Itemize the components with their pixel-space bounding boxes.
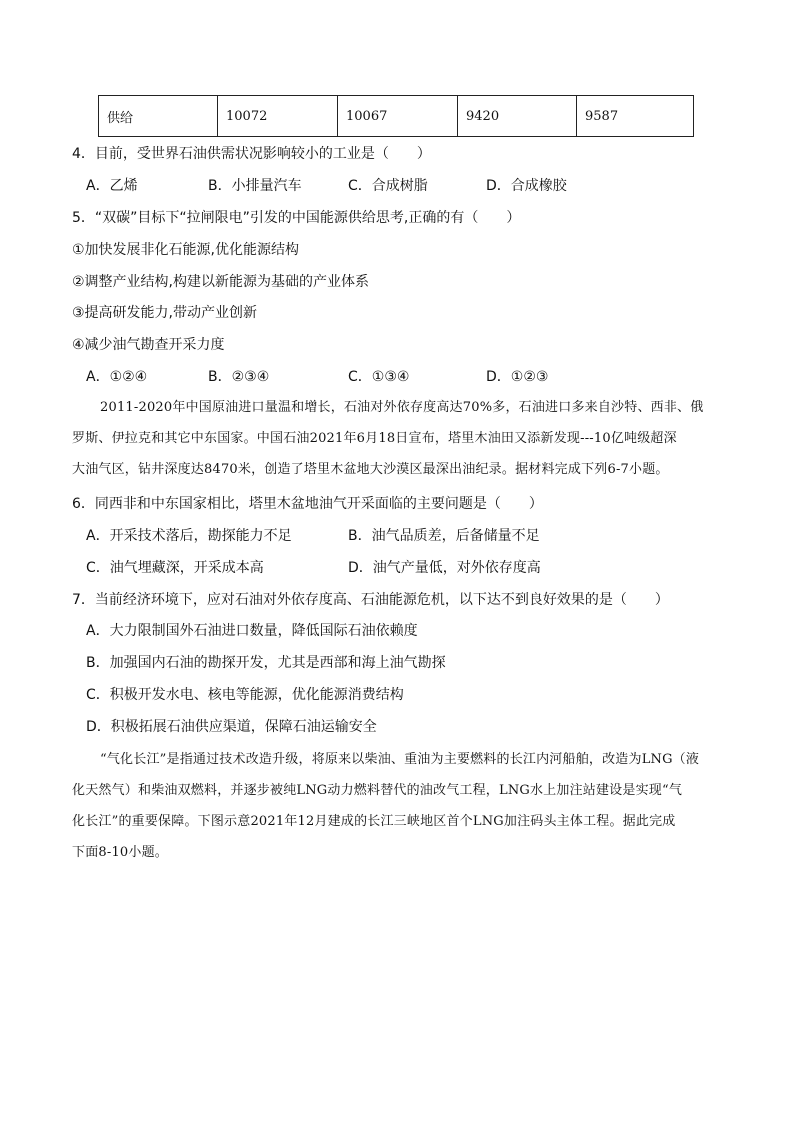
table-cell: 9420: [458, 96, 577, 137]
table-cell: 10072: [218, 96, 338, 137]
question-5-statement-3: ③提高研发能力,带动产业创新: [72, 305, 258, 321]
question-4-option-c: C．合成树脂: [348, 178, 428, 194]
question-5-statement-4: ④减少油气勘查开采力度: [72, 337, 225, 353]
question-5-option-d: D．①②③: [486, 369, 549, 385]
question-5-statement-2: ②调整产业结构,构建以新能源为基础的产业体系: [72, 274, 369, 290]
passage-2-line-2: 化天然气）和柴油双燃料，并逐步被纯LNG动力燃料替代的油改气工程，LNG水上加注站建设是实现“气: [72, 783, 683, 798]
question-5-option-c: C．①③④: [348, 369, 410, 385]
table-cell: 10067: [338, 96, 458, 137]
question-7-option-d: D．积极拓展石油供应渠道，保障石油运输安全: [86, 719, 377, 735]
question-4-stem: 4．目前，受世界石油供需状况影响较小的工业是（ ）: [72, 146, 431, 162]
question-7-stem: 7．当前经济环境下，应对石油对外依存度高、石油能源危机，以下达不到良好效果的是（ ）: [72, 592, 669, 608]
passage-1-line-1: 2011-2020年中国原油进口量温和增长，石油对外依存度高达70%多，石油进口多来自沙特、西非、俄: [100, 400, 704, 415]
question-6-option-c: C．油气埋藏深，开采成本高: [86, 560, 264, 576]
question-7-option-b: B．加强国内石油的勘探开发，尤其是西部和海上油气勘探: [86, 655, 446, 671]
question-6-option-a: A．开采技术落后，勘探能力不足: [86, 528, 292, 544]
passage-2-line-3: 化长江”的重要保障。下图示意2021年12月建成的长江三峡地区首个LNG加注码头主体工程。据此完成: [72, 814, 676, 829]
question-4-option-b: B．小排量汽车: [208, 178, 302, 194]
question-6-option-b: B．油气品质差，后备储量不足: [348, 528, 540, 544]
question-5-option-b: B．②③④: [208, 369, 270, 385]
table-cell: 9587: [577, 96, 694, 137]
passage-2-line-4: 下面8-10小题。: [72, 845, 169, 860]
question-4-option-d: D．合成橡胶: [486, 178, 567, 194]
question-5-statement-1: ①加快发展非化石能源,优化能源结构: [72, 242, 300, 258]
passage-1-line-3: 大油气区，钻井深度达8470米，创造了塔里木盆地大沙漠区最深出油纪录。据材料完成下列6-7小题。: [72, 462, 669, 477]
passage-1-line-2: 罗斯、伊拉克和其它中东国家。中国石油2021年6月18日宣布，塔里木油田又添新发现---10亿吨级超深: [72, 431, 677, 446]
table-row: [99, 96, 694, 137]
question-4-option-a: A．乙烯: [86, 178, 138, 194]
question-5-option-a: A．①②④: [86, 369, 148, 385]
passage-2-line-1: “气化长江”是指通过技术改造升级，将原来以柴油、重油为主要燃料的长江内河船舶，改造为LNG（液: [100, 752, 700, 767]
supply-table: [98, 95, 694, 137]
question-7-option-a: A．大力限制国外石油进口数量，降低国际石油依赖度: [86, 623, 418, 639]
question-5-stem: 5．“双碳”目标下“拉闸限电”引发的中国能源供给思考,正确的有（ ）: [72, 210, 521, 226]
table-cell-label: 供给: [99, 96, 218, 137]
question-6-option-d: D．油气产量低，对外依存度高: [348, 560, 541, 576]
question-6-stem: 6．同西非和中东国家相比，塔里木盆地油气开采面临的主要问题是（ ）: [72, 496, 543, 512]
question-7-option-c: C．积极开发水电、核电等能源，优化能源消费结构: [86, 687, 404, 703]
